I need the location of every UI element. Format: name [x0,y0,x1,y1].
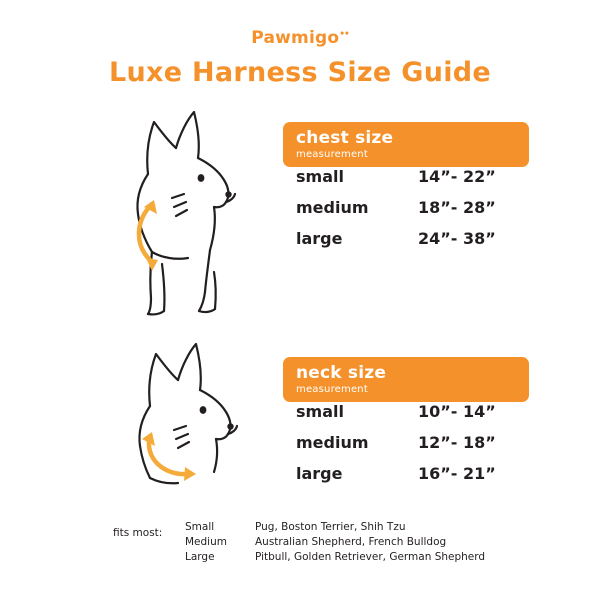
brand-umlaut: •• [339,29,349,40]
fits-breeds: Pitbull, Golden Retriever, German Shepherd [255,551,486,563]
neck-size-table [283,357,529,495]
size-label: medium [296,198,369,217]
size-label: small [296,167,344,186]
neck-table-title: neck size [296,363,387,383]
chest-table-subtitle: measurement [296,149,368,160]
list-item [185,521,485,536]
size-value: 24”- 38” [418,229,496,248]
size-value: 10”- 14” [418,402,496,421]
size-label: large [296,464,343,483]
size-value: 16”- 21” [418,464,496,483]
table-row [283,402,529,433]
size-value: 18”- 28” [418,198,496,217]
fits-most-section [113,521,485,566]
fits-size: Small [185,521,215,533]
fits-most-label: fits most: [113,527,163,539]
size-label: small [296,402,344,421]
size-value: 12”- 18” [418,433,496,452]
chest-size-table [283,122,529,260]
size-value: 14”- 22” [418,167,496,186]
table-row [283,167,529,198]
fits-most-rows [185,521,485,566]
fits-breeds: Pug, Boston Terrier, Shih Tzu [255,521,406,533]
table-row [283,433,529,464]
dog-chest-illustration [88,108,248,327]
chest-table-title: chest size [296,128,394,148]
brand-logo [0,28,600,48]
table-row [283,198,529,229]
fits-size: Large [185,551,215,563]
chest-table-header [283,122,529,167]
neck-table-header [283,357,529,402]
brand-name: Pawmigo [251,28,340,48]
page-title: Luxe Harness Size Guide [108,57,492,88]
size-label: medium [296,433,369,452]
fits-size: Medium [185,536,227,548]
list-item [185,551,485,566]
table-row [283,464,529,495]
dog-neck-illustration [88,340,248,509]
list-item [185,536,485,551]
neck-table-subtitle: measurement [296,384,368,395]
size-label: large [296,229,343,248]
table-row [283,229,529,260]
fits-breeds: Australian Shepherd, French Bulldog [255,536,447,548]
